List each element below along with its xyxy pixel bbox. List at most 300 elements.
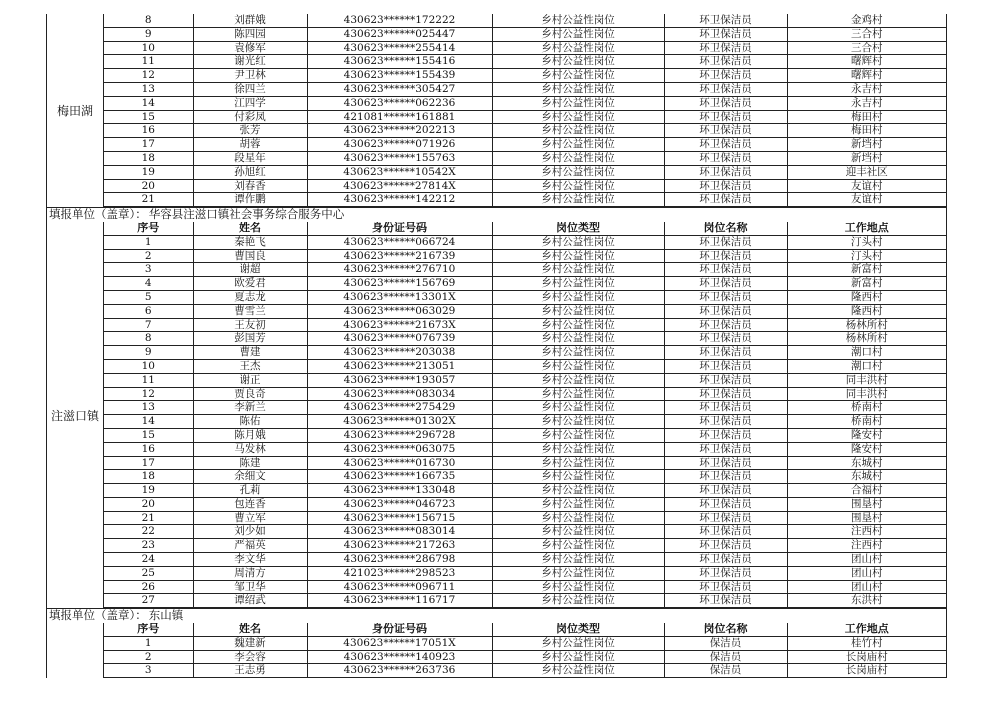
cell-id-number: 430623******276710 — [307, 263, 492, 277]
table-row — [104, 401, 946, 415]
cell-workplace: 东城村 — [787, 456, 946, 470]
cell-post-type: 乡村公益性岗位 — [492, 82, 664, 96]
cell-post-type: 乡村公益性岗位 — [492, 96, 664, 110]
cell-index: 3 — [104, 263, 193, 277]
cell-post-name: 环卫保洁员 — [664, 415, 787, 429]
cell-workplace: 围垦村 — [787, 497, 946, 511]
cell-post-name: 环卫保洁员 — [664, 525, 787, 539]
table-row — [104, 553, 946, 567]
reporting-unit-label: 填报单位（盖章）： — [49, 608, 147, 623]
cell-index: 11 — [104, 55, 193, 69]
cell-post-type: 乡村公益性岗位 — [492, 373, 664, 387]
cell-post-type: 乡村公益性岗位 — [492, 332, 664, 346]
cell-post-name: 环卫保洁员 — [664, 373, 787, 387]
cell-post-name: 环卫保洁员 — [664, 151, 787, 165]
table-row — [104, 290, 946, 304]
cell-index: 25 — [104, 566, 193, 580]
reporting-unit-label: 填报单位（盖章）： — [49, 207, 147, 222]
cell-post-type: 乡村公益性岗位 — [492, 249, 664, 263]
table-row — [104, 566, 946, 580]
cell-name: 陈月娥 — [193, 428, 307, 442]
table-row — [104, 428, 946, 442]
cell-name: 陈四园 — [193, 27, 307, 41]
section-meitianhu — [46, 14, 947, 207]
cell-workplace: 新垱村 — [787, 151, 946, 165]
cell-index: 14 — [104, 96, 193, 110]
cell-post-name: 环卫保洁员 — [664, 96, 787, 110]
town-label: 注滋口镇 — [47, 222, 104, 608]
table-row — [104, 165, 946, 179]
cell-post-type: 乡村公益性岗位 — [492, 138, 664, 152]
cell-post-name: 环卫保洁员 — [664, 539, 787, 553]
cell-post-type: 乡村公益性岗位 — [492, 318, 664, 332]
cell-id-number: 430623******216739 — [307, 249, 492, 263]
reporting-unit-name: 东山镇 — [148, 608, 184, 623]
roster-table — [104, 222, 946, 608]
cell-post-type: 乡村公益性岗位 — [492, 511, 664, 525]
cell-index: 18 — [104, 151, 193, 165]
cell-index: 5 — [104, 290, 193, 304]
cell-name: 贾良奇 — [193, 387, 307, 401]
cell-id-number: 430623******01302X — [307, 415, 492, 429]
cell-post-name: 环卫保洁员 — [664, 580, 787, 594]
cell-post-type: 乡村公益性岗位 — [492, 27, 664, 41]
cell-name: 李新兰 — [193, 401, 307, 415]
cell-workplace: 围垦村 — [787, 511, 946, 525]
cell-post-name: 环卫保洁员 — [664, 277, 787, 291]
cell-post-name: 环卫保洁员 — [664, 27, 787, 41]
cell-name: 曹建 — [193, 346, 307, 360]
cell-id-number: 430623******156769 — [307, 277, 492, 291]
cell-workplace: 隆安村 — [787, 442, 946, 456]
cell-name: 尹卫林 — [193, 69, 307, 83]
cell-workplace: 汀头村 — [787, 235, 946, 249]
cell-id-number: 430623******071926 — [307, 138, 492, 152]
cell-workplace: 长岗庙村 — [787, 650, 946, 664]
cell-index: 14 — [104, 415, 193, 429]
header-id-number: 身份证号码 — [307, 623, 492, 636]
cell-name: 刘春香 — [193, 179, 307, 193]
cell-id-number: 430623******066724 — [307, 235, 492, 249]
cell-post-type: 乡村公益性岗位 — [492, 290, 664, 304]
cell-index: 2 — [104, 249, 193, 263]
table-row — [104, 304, 946, 318]
cell-id-number: 430623******096711 — [307, 580, 492, 594]
cell-name: 刘少如 — [193, 525, 307, 539]
cell-id-number: 430623******213051 — [307, 359, 492, 373]
cell-name: 谢超 — [193, 263, 307, 277]
header-name: 姓名 — [193, 222, 307, 235]
table-row — [104, 193, 946, 207]
roster-table — [104, 623, 946, 678]
cell-name: 彭国芳 — [193, 332, 307, 346]
table-row — [104, 511, 946, 525]
cell-post-type: 乡村公益性岗位 — [492, 14, 664, 27]
cell-post-type: 乡村公益性岗位 — [492, 456, 664, 470]
table-row — [104, 484, 946, 498]
table-row — [104, 318, 946, 332]
header-name: 姓名 — [193, 623, 307, 636]
cell-post-name: 环卫保洁员 — [664, 69, 787, 83]
cell-post-type: 乡村公益性岗位 — [492, 442, 664, 456]
table-row — [104, 346, 946, 360]
cell-index: 22 — [104, 525, 193, 539]
cell-id-number: 421081******161881 — [307, 110, 492, 124]
table-row — [104, 27, 946, 41]
cell-id-number: 430623******172222 — [307, 14, 492, 27]
roster-table — [104, 14, 946, 207]
table-row — [104, 442, 946, 456]
cell-index: 2 — [104, 650, 193, 664]
table-row — [104, 539, 946, 553]
cell-id-number: 430623******046723 — [307, 497, 492, 511]
cell-post-name: 环卫保洁员 — [664, 318, 787, 332]
cell-index: 13 — [104, 401, 193, 415]
cell-name: 包连香 — [193, 497, 307, 511]
cell-post-type: 乡村公益性岗位 — [492, 110, 664, 124]
cell-id-number: 430623******140923 — [307, 650, 492, 664]
cell-name: 夏志龙 — [193, 290, 307, 304]
header-index: 序号 — [104, 222, 193, 235]
cell-post-type: 乡村公益性岗位 — [492, 566, 664, 580]
cell-workplace: 新富村 — [787, 277, 946, 291]
cell-workplace: 潮口村 — [787, 359, 946, 373]
cell-name: 谭绍武 — [193, 594, 307, 608]
cell-name: 徐四兰 — [193, 82, 307, 96]
cell-index: 10 — [104, 41, 193, 55]
cell-workplace: 永吉村 — [787, 96, 946, 110]
table-row — [104, 69, 946, 83]
cell-workplace: 桥南村 — [787, 401, 946, 415]
cell-name: 刘群娥 — [193, 14, 307, 27]
cell-post-type: 乡村公益性岗位 — [492, 165, 664, 179]
cell-id-number: 430623******286798 — [307, 553, 492, 567]
table-row — [104, 110, 946, 124]
cell-index: 18 — [104, 470, 193, 484]
cell-workplace: 隆西村 — [787, 304, 946, 318]
cell-id-number: 430623******202213 — [307, 124, 492, 138]
reporting-unit — [46, 608, 947, 623]
cell-id-number: 430623******142212 — [307, 193, 492, 207]
cell-post-name: 环卫保洁员 — [664, 82, 787, 96]
cell-workplace: 梅田村 — [787, 124, 946, 138]
cell-workplace: 三合村 — [787, 41, 946, 55]
section-dongshan — [46, 623, 947, 678]
cell-name: 魏建新 — [193, 636, 307, 650]
cell-name: 王志勇 — [193, 664, 307, 678]
cell-workplace: 隆西村 — [787, 290, 946, 304]
cell-index: 15 — [104, 428, 193, 442]
cell-post-name: 环卫保洁员 — [664, 110, 787, 124]
cell-post-type: 乡村公益性岗位 — [492, 497, 664, 511]
table-row — [104, 373, 946, 387]
cell-index: 17 — [104, 456, 193, 470]
reporting-unit — [46, 207, 947, 222]
cell-post-name: 环卫保洁员 — [664, 249, 787, 263]
cell-workplace: 迎丰社区 — [787, 165, 946, 179]
cell-id-number: 430623******116717 — [307, 594, 492, 608]
cell-workplace: 注西村 — [787, 539, 946, 553]
cell-id-number: 430623******155439 — [307, 69, 492, 83]
cell-post-name: 环卫保洁员 — [664, 566, 787, 580]
cell-post-name: 环卫保洁员 — [664, 165, 787, 179]
cell-workplace: 汀头村 — [787, 249, 946, 263]
cell-name: 孔莉 — [193, 484, 307, 498]
cell-workplace: 同丰洪村 — [787, 387, 946, 401]
cell-name: 曹国良 — [193, 249, 307, 263]
cell-name: 胡蓉 — [193, 138, 307, 152]
cell-id-number: 430623******076739 — [307, 332, 492, 346]
cell-workplace: 杨林所村 — [787, 318, 946, 332]
table-row — [104, 179, 946, 193]
cell-index: 19 — [104, 484, 193, 498]
cell-post-type: 乡村公益性岗位 — [492, 484, 664, 498]
cell-post-type: 乡村公益性岗位 — [492, 387, 664, 401]
table-row — [104, 415, 946, 429]
cell-name: 欧爱君 — [193, 277, 307, 291]
cell-index: 12 — [104, 69, 193, 83]
cell-name: 曹雪兰 — [193, 304, 307, 318]
header-workplace: 工作地点 — [787, 222, 946, 235]
cell-post-type: 乡村公益性岗位 — [492, 346, 664, 360]
cell-post-name: 环卫保洁员 — [664, 263, 787, 277]
cell-post-name: 环卫保洁员 — [664, 401, 787, 415]
table-row — [104, 525, 946, 539]
cell-workplace: 团山村 — [787, 580, 946, 594]
header-post-type: 岗位类型 — [492, 222, 664, 235]
cell-id-number: 430623******10542X — [307, 165, 492, 179]
cell-post-type: 乡村公益性岗位 — [492, 525, 664, 539]
cell-post-type: 乡村公益性岗位 — [492, 470, 664, 484]
cell-index: 15 — [104, 110, 193, 124]
cell-id-number: 430623******275429 — [307, 401, 492, 415]
table-row — [104, 332, 946, 346]
cell-post-name: 环卫保洁员 — [664, 470, 787, 484]
header-post-name: 岗位名称 — [664, 222, 787, 235]
cell-post-type: 乡村公益性岗位 — [492, 580, 664, 594]
cell-index: 17 — [104, 138, 193, 152]
cell-index: 13 — [104, 82, 193, 96]
cell-id-number: 430623******083034 — [307, 387, 492, 401]
cell-index: 10 — [104, 359, 193, 373]
cell-post-name: 环卫保洁员 — [664, 594, 787, 608]
cell-name: 谢正 — [193, 373, 307, 387]
cell-name: 李会容 — [193, 650, 307, 664]
cell-index: 4 — [104, 277, 193, 291]
cell-name: 江四学 — [193, 96, 307, 110]
cell-index: 16 — [104, 124, 193, 138]
cell-post-type: 乡村公益性岗位 — [492, 539, 664, 553]
cell-workplace: 杨林所村 — [787, 332, 946, 346]
cell-id-number: 430623******062236 — [307, 96, 492, 110]
table-row — [104, 138, 946, 152]
cell-post-name: 保洁员 — [664, 664, 787, 678]
cell-name: 王友初 — [193, 318, 307, 332]
cell-workplace: 金鸡村 — [787, 14, 946, 27]
cell-post-name: 环卫保洁员 — [664, 193, 787, 207]
cell-workplace: 合福村 — [787, 484, 946, 498]
cell-post-name: 环卫保洁员 — [664, 41, 787, 55]
cell-post-type: 乡村公益性岗位 — [492, 41, 664, 55]
table-row — [104, 580, 946, 594]
cell-id-number: 430623******133048 — [307, 484, 492, 498]
cell-post-name: 环卫保洁员 — [664, 124, 787, 138]
header-index: 序号 — [104, 623, 193, 636]
table-row — [104, 456, 946, 470]
cell-index: 20 — [104, 497, 193, 511]
cell-workplace: 长岗庙村 — [787, 664, 946, 678]
cell-index: 1 — [104, 235, 193, 249]
cell-name: 孙旭红 — [193, 165, 307, 179]
table-row — [104, 636, 946, 650]
cell-post-name: 环卫保洁员 — [664, 511, 787, 525]
cell-post-name: 环卫保洁员 — [664, 55, 787, 69]
roster-sheet — [46, 14, 947, 678]
cell-index: 11 — [104, 373, 193, 387]
cell-workplace: 桥南村 — [787, 415, 946, 429]
table-row — [104, 664, 946, 678]
cell-workplace: 曙辉村 — [787, 69, 946, 83]
cell-workplace: 隆安村 — [787, 428, 946, 442]
cell-name: 陈建 — [193, 456, 307, 470]
cell-id-number: 430623******13301X — [307, 290, 492, 304]
cell-workplace: 梅田村 — [787, 110, 946, 124]
cell-post-name: 环卫保洁员 — [664, 290, 787, 304]
table-row — [104, 650, 946, 664]
cell-workplace: 东洪村 — [787, 594, 946, 608]
cell-workplace: 曙辉村 — [787, 55, 946, 69]
town-label: 梅田湖 — [47, 14, 104, 207]
header-post-type: 岗位类型 — [492, 623, 664, 636]
cell-id-number: 430623******016730 — [307, 456, 492, 470]
cell-name: 秦艳飞 — [193, 235, 307, 249]
cell-workplace: 团山村 — [787, 566, 946, 580]
cell-id-number: 430623******305427 — [307, 82, 492, 96]
table-row — [104, 277, 946, 291]
cell-index: 8 — [104, 14, 193, 27]
table-row — [104, 594, 946, 608]
table-row — [104, 263, 946, 277]
table-row — [104, 151, 946, 165]
cell-post-name: 环卫保洁员 — [664, 138, 787, 152]
cell-name: 曹立军 — [193, 511, 307, 525]
cell-name: 陈佑 — [193, 415, 307, 429]
section-zhuzikou — [46, 222, 947, 608]
cell-name: 谭作鹏 — [193, 193, 307, 207]
cell-workplace: 潮口村 — [787, 346, 946, 360]
cell-post-type: 乡村公益性岗位 — [492, 69, 664, 83]
cell-id-number: 430623******217263 — [307, 539, 492, 553]
cell-post-name: 保洁员 — [664, 650, 787, 664]
cell-post-name: 环卫保洁员 — [664, 442, 787, 456]
cell-id-number: 430623******21673X — [307, 318, 492, 332]
cell-post-type: 乡村公益性岗位 — [492, 415, 664, 429]
cell-workplace: 三合村 — [787, 27, 946, 41]
cell-post-type: 乡村公益性岗位 — [492, 263, 664, 277]
cell-index: 8 — [104, 332, 193, 346]
cell-index: 21 — [104, 193, 193, 207]
table-header-row — [104, 623, 946, 636]
table-row — [104, 82, 946, 96]
cell-id-number: 430623******193057 — [307, 373, 492, 387]
cell-post-type: 乡村公益性岗位 — [492, 304, 664, 318]
cell-index: 23 — [104, 539, 193, 553]
cell-index: 9 — [104, 27, 193, 41]
table-row — [104, 235, 946, 249]
cell-id-number: 430623******155416 — [307, 55, 492, 69]
cell-post-type: 乡村公益性岗位 — [492, 401, 664, 415]
cell-post-name: 环卫保洁员 — [664, 304, 787, 318]
cell-index: 16 — [104, 442, 193, 456]
cell-post-type: 乡村公益性岗位 — [492, 235, 664, 249]
cell-post-type: 乡村公益性岗位 — [492, 428, 664, 442]
cell-name: 余细文 — [193, 470, 307, 484]
cell-name: 严福英 — [193, 539, 307, 553]
table-row — [104, 96, 946, 110]
cell-workplace: 友谊村 — [787, 179, 946, 193]
cell-workplace: 新垱村 — [787, 138, 946, 152]
cell-workplace: 团山村 — [787, 553, 946, 567]
cell-id-number: 430623******27814X — [307, 179, 492, 193]
table-row — [104, 55, 946, 69]
cell-index: 24 — [104, 553, 193, 567]
cell-post-name: 环卫保洁员 — [664, 346, 787, 360]
cell-post-name: 环卫保洁员 — [664, 387, 787, 401]
cell-post-type: 乡村公益性岗位 — [492, 636, 664, 650]
cell-id-number: 430623******083014 — [307, 525, 492, 539]
cell-id-number: 430623******156715 — [307, 511, 492, 525]
table-header-row — [104, 222, 946, 235]
cell-post-name: 环卫保洁员 — [664, 14, 787, 27]
cell-id-number: 430623******155763 — [307, 151, 492, 165]
cell-id-number: 430623******203038 — [307, 346, 492, 360]
header-workplace: 工作地点 — [787, 623, 946, 636]
cell-post-type: 乡村公益性岗位 — [492, 359, 664, 373]
table-row — [104, 249, 946, 263]
cell-index: 26 — [104, 580, 193, 594]
cell-name: 王杰 — [193, 359, 307, 373]
cell-workplace: 东城村 — [787, 470, 946, 484]
cell-id-number: 430623******063029 — [307, 304, 492, 318]
cell-id-number: 430623******263736 — [307, 664, 492, 678]
header-id-number: 身份证号码 — [307, 222, 492, 235]
cell-post-name: 环卫保洁员 — [664, 456, 787, 470]
cell-workplace: 友谊村 — [787, 193, 946, 207]
cell-name: 付彩凤 — [193, 110, 307, 124]
cell-name: 袁修军 — [193, 41, 307, 55]
cell-workplace: 永吉村 — [787, 82, 946, 96]
cell-post-name: 环卫保洁员 — [664, 484, 787, 498]
cell-id-number: 430623******255414 — [307, 41, 492, 55]
cell-post-type: 乡村公益性岗位 — [492, 124, 664, 138]
cell-index: 9 — [104, 346, 193, 360]
cell-name: 李文华 — [193, 553, 307, 567]
cell-id-number: 430623******166735 — [307, 470, 492, 484]
table-row — [104, 14, 946, 27]
cell-name: 段星年 — [193, 151, 307, 165]
cell-id-number: 430623******025447 — [307, 27, 492, 41]
cell-id-number: 421023******298523 — [307, 566, 492, 580]
cell-index: 3 — [104, 664, 193, 678]
cell-post-type: 乡村公益性岗位 — [492, 151, 664, 165]
cell-id-number: 430623******063075 — [307, 442, 492, 456]
cell-post-type: 乡村公益性岗位 — [492, 193, 664, 207]
cell-index: 27 — [104, 594, 193, 608]
town-label — [47, 623, 104, 678]
cell-post-name: 环卫保洁员 — [664, 359, 787, 373]
table-row — [104, 359, 946, 373]
cell-name: 周清方 — [193, 566, 307, 580]
